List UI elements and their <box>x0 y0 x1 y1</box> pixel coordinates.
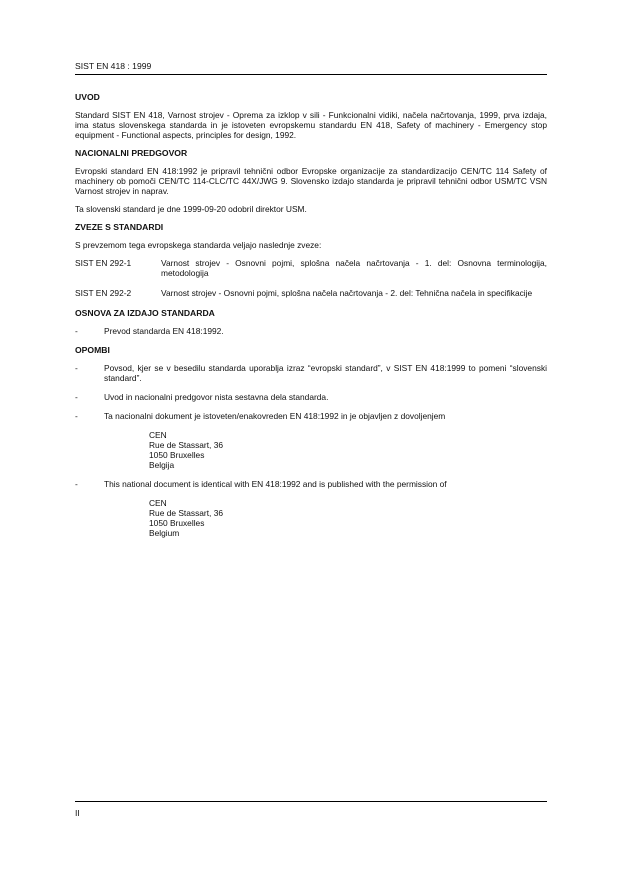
reference-title: Varnost strojev - Osnovni pojmi, splošna načela načrtovanja - 2. del: Tehnična načela in specifikacije <box>161 288 533 298</box>
list-item-text: Prevod standarda EN 418:1992. <box>104 326 224 336</box>
section-osnova <box>75 308 547 336</box>
header-doc-id: SIST EN 418 : 1999 <box>75 61 152 71</box>
bullet-dash: - <box>75 411 78 421</box>
page-number: II <box>75 808 80 818</box>
address-line: CEN <box>149 430 167 440</box>
header-rule <box>75 74 547 75</box>
list-item-text: Povsod, kjer se v besedilu standarda uporablja izraz “evropski standard”, v SIST EN 418:1999 to pomeni “slovenski standard”. <box>104 363 547 383</box>
address-line: 1050 Bruxelles <box>149 518 205 528</box>
section-title-uvod: UVOD <box>75 92 100 102</box>
section-title-predgovor: NACIONALNI PREDGOVOR <box>75 148 188 158</box>
address-line: Rue de Stassart, 36 <box>149 440 224 450</box>
bullet-dash: - <box>75 326 78 336</box>
list-item <box>75 326 547 336</box>
reference-code: SIST EN 292-2 <box>75 288 132 298</box>
document-body <box>75 92 547 547</box>
section-zveze <box>75 222 547 298</box>
predgovor-paragraph-2: Ta slovenski standard je dne 1999-09-20 odobril direktor USM. <box>75 204 307 214</box>
bullet-dash: - <box>75 479 78 489</box>
uvod-paragraph: Standard SIST EN 418, Varnost strojev - Oprema za izklop v sili - Funkcionalni vidiki, načela načrtovanja, 1999, prva izdaja, ima status slovenskega standarda in je istoveten evropskemu standardu EN 418, Safety of machinery - Emergency stop equipment - Functional aspects, principles for design, 1992. <box>75 110 547 140</box>
list-item-text: This national document is identical with EN 418:1992 and is published with the permission of <box>104 479 447 489</box>
list-item <box>75 479 547 489</box>
section-title-osnova: OSNOVA ZA IZDAJO STANDARDA <box>75 308 215 318</box>
list-item <box>75 411 547 421</box>
reference-row <box>75 258 547 278</box>
bullet-dash: - <box>75 363 78 373</box>
predgovor-paragraph-1: Evropski standard EN 418:1992 je pripravil tehnični odbor Evropske organizacije za standardizacijo CEN/TC 114 Safety of machinery ob pomoči CEN/TC 114-CLC/TC 44X/JWG 9. Slovensko izdajo standarda je pripravil tehnični odbor USM/TC VSN Varnost strojev in naprav. <box>75 166 547 196</box>
address-block-en <box>149 498 547 538</box>
address-line: Rue de Stassart, 36 <box>149 508 224 518</box>
bullet-dash: - <box>75 392 78 402</box>
section-opombi <box>75 345 547 538</box>
address-block-si <box>149 430 547 470</box>
list-item-text: Ta nacionalni dokument je istoveten/enakovreden EN 418:1992 in je objavljen z dovoljenjem <box>104 411 446 421</box>
list-item <box>75 363 547 383</box>
footer-rule <box>75 801 547 802</box>
address-line: CEN <box>149 498 167 508</box>
section-title-opombi: OPOMBI <box>75 345 110 355</box>
reference-title: Varnost strojev - Osnovni pojmi, splošna načela načrtovanja - 1. del: Osnovna terminologija, metodologija <box>161 258 547 278</box>
address-line: 1050 Bruxelles <box>149 450 205 460</box>
address-line: Belgija <box>149 460 175 470</box>
reference-row <box>75 288 547 298</box>
reference-code: SIST EN 292-1 <box>75 258 132 268</box>
address-line: Belgium <box>149 528 180 538</box>
list-item <box>75 392 547 402</box>
section-title-zveze: ZVEZE S STANDARDI <box>75 222 164 232</box>
list-item-text: Uvod in nacionalni predgovor nista sestavna dela standarda. <box>104 392 329 402</box>
section-uvod <box>75 92 547 140</box>
section-predgovor <box>75 148 547 214</box>
zveze-intro: S prevzemom tega evropskega standarda veljajo naslednje zveze: <box>75 240 322 250</box>
